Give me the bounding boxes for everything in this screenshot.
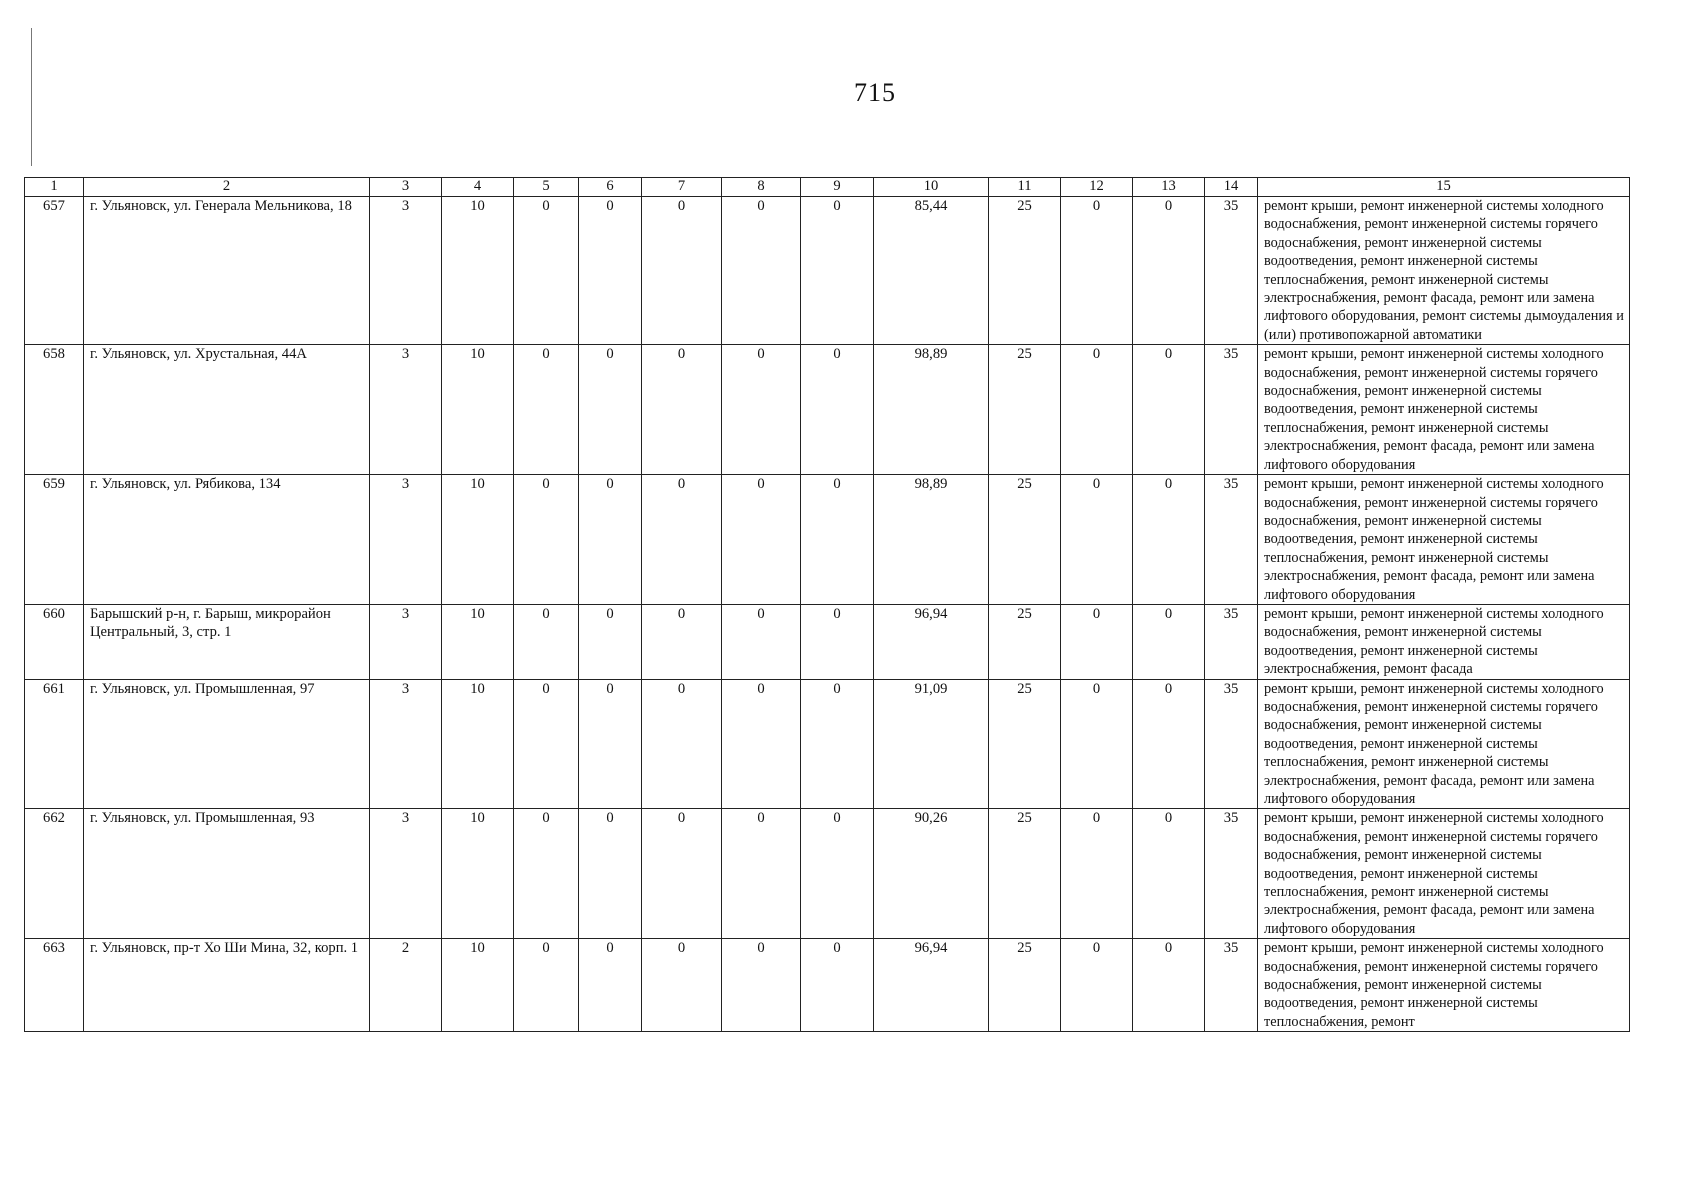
value-cell: 0 xyxy=(722,809,801,939)
table-row xyxy=(25,475,1630,605)
value-cell: 0 xyxy=(514,939,579,1032)
column-header: 14 xyxy=(1205,178,1258,197)
value-cell: 0 xyxy=(1133,679,1205,809)
value-cell: 0 xyxy=(801,939,874,1032)
value-cell: 0 xyxy=(642,345,722,475)
value-cell: 35 xyxy=(1205,604,1258,679)
value-cell: 0 xyxy=(801,197,874,345)
value-cell: 0 xyxy=(801,604,874,679)
value-cell: 35 xyxy=(1205,809,1258,939)
value-cell: 0 xyxy=(1133,345,1205,475)
value-cell: 0 xyxy=(579,939,642,1032)
value-cell: 0 xyxy=(722,939,801,1032)
value-cell: 0 xyxy=(579,604,642,679)
value-cell: 35 xyxy=(1205,679,1258,809)
address-cell: г. Ульяновск, ул. Промышленная, 97 xyxy=(84,679,370,809)
value-cell: 0 xyxy=(722,197,801,345)
value-cell: 0 xyxy=(1061,679,1133,809)
value-cell: 3 xyxy=(370,197,442,345)
value-cell: 98,89 xyxy=(874,345,989,475)
address-cell: Барышский р-н, г. Барыш, микрорайон Центральный, 3, стр. 1 xyxy=(84,604,370,679)
column-header: 3 xyxy=(370,178,442,197)
row-number-cell: 660 xyxy=(25,604,84,679)
value-cell: 0 xyxy=(642,809,722,939)
value-cell: 0 xyxy=(1061,939,1133,1032)
value-cell: 0 xyxy=(801,679,874,809)
column-header: 7 xyxy=(642,178,722,197)
value-cell: 25 xyxy=(989,345,1061,475)
value-cell: 0 xyxy=(722,604,801,679)
value-cell: 10 xyxy=(442,679,514,809)
address-cell: г. Ульяновск, пр-т Хо Ши Мина, 32, корп. 1 xyxy=(84,939,370,1032)
column-header: 10 xyxy=(874,178,989,197)
value-cell: 10 xyxy=(442,939,514,1032)
work-types-cell: ремонт крыши, ремонт инженерной системы холодного водоснабжения, ремонт инженерной системы горячего водоснабжения, ремонт инженерной системы водоотведения, ремонт инженерной системы теплоснабжения, ремонт xyxy=(1258,939,1630,1032)
value-cell: 0 xyxy=(722,679,801,809)
value-cell: 25 xyxy=(989,604,1061,679)
value-cell: 0 xyxy=(642,475,722,605)
value-cell: 0 xyxy=(801,475,874,605)
table-row xyxy=(25,345,1630,475)
table-row xyxy=(25,197,1630,345)
work-types-cell: ремонт крыши, ремонт инженерной системы холодного водоснабжения, ремонт инженерной системы горячего водоснабжения, ремонт инженерной системы водоотведения, ремонт инженерной системы теплоснабжения, ремонт инженерной системы электроснабжения, ремонт фасада, ремонт или замена лифтового оборудования xyxy=(1258,809,1630,939)
value-cell: 0 xyxy=(1133,604,1205,679)
value-cell: 3 xyxy=(370,345,442,475)
value-cell: 0 xyxy=(722,475,801,605)
page-number: 715 xyxy=(854,78,896,107)
value-cell: 35 xyxy=(1205,197,1258,345)
table-row xyxy=(25,604,1630,679)
value-cell: 0 xyxy=(642,197,722,345)
row-number-cell: 663 xyxy=(25,939,84,1032)
work-types-cell: ремонт крыши, ремонт инженерной системы холодного водоснабжения, ремонт инженерной системы водоотведения, ремонт инженерной системы электроснабжения, ремонт фасада xyxy=(1258,604,1630,679)
header-row xyxy=(25,178,1630,197)
value-cell: 35 xyxy=(1205,475,1258,605)
row-number-cell: 662 xyxy=(25,809,84,939)
work-types-cell: ремонт крыши, ремонт инженерной системы холодного водоснабжения, ремонт инженерной системы горячего водоснабжения, ремонт инженерной системы водоотведения, ремонт инженерной системы теплоснабжения, ремонт инженерной системы электроснабжения, ремонт фасада, ремонт или замена лифтового оборудования xyxy=(1258,679,1630,809)
row-number-cell: 661 xyxy=(25,679,84,809)
value-cell: 98,89 xyxy=(874,475,989,605)
value-cell: 0 xyxy=(1061,475,1133,605)
value-cell: 0 xyxy=(722,345,801,475)
value-cell: 35 xyxy=(1205,345,1258,475)
value-cell: 25 xyxy=(989,475,1061,605)
value-cell: 96,94 xyxy=(874,604,989,679)
column-header: 13 xyxy=(1133,178,1205,197)
value-cell: 96,94 xyxy=(874,939,989,1032)
value-cell: 0 xyxy=(514,475,579,605)
value-cell: 91,09 xyxy=(874,679,989,809)
address-cell: г. Ульяновск, ул. Рябикова, 134 xyxy=(84,475,370,605)
column-header: 1 xyxy=(25,178,84,197)
work-types-cell: ремонт крыши, ремонт инженерной системы холодного водоснабжения, ремонт инженерной системы горячего водоснабжения, ремонт инженерной системы водоотведения, ремонт инженерной системы теплоснабжения, ремонт инженерной системы электроснабжения, ремонт фасада, ремонт или замена лифтового оборудования xyxy=(1258,345,1630,475)
value-cell: 0 xyxy=(579,345,642,475)
column-header: 12 xyxy=(1061,178,1133,197)
value-cell: 85,44 xyxy=(874,197,989,345)
value-cell: 25 xyxy=(989,197,1061,345)
column-header: 9 xyxy=(801,178,874,197)
value-cell: 3 xyxy=(370,679,442,809)
value-cell: 25 xyxy=(989,809,1061,939)
row-number-cell: 659 xyxy=(25,475,84,605)
table-row xyxy=(25,679,1630,809)
value-cell: 0 xyxy=(514,345,579,475)
column-header: 6 xyxy=(579,178,642,197)
value-cell: 0 xyxy=(1061,809,1133,939)
value-cell: 0 xyxy=(642,679,722,809)
value-cell: 0 xyxy=(514,679,579,809)
value-cell: 3 xyxy=(370,604,442,679)
value-cell: 10 xyxy=(442,604,514,679)
value-cell: 10 xyxy=(442,475,514,605)
value-cell: 0 xyxy=(514,604,579,679)
value-cell: 0 xyxy=(514,809,579,939)
value-cell: 0 xyxy=(1133,475,1205,605)
column-header: 8 xyxy=(722,178,801,197)
value-cell: 35 xyxy=(1205,939,1258,1032)
work-types-cell: ремонт крыши, ремонт инженерной системы холодного водоснабжения, ремонт инженерной системы горячего водоснабжения, ремонт инженерной системы водоотведения, ремонт инженерной системы теплоснабжения, ремонт инженерной системы электроснабжения, ремонт фасада, ремонт или замена лифтового оборудования, ремонт системы дымоудаления и (или) противопожарной автоматики xyxy=(1258,197,1630,345)
row-number-cell: 658 xyxy=(25,345,84,475)
row-number-cell: 657 xyxy=(25,197,84,345)
value-cell: 0 xyxy=(579,197,642,345)
value-cell: 0 xyxy=(579,809,642,939)
repair-table xyxy=(24,177,1630,1032)
value-cell: 0 xyxy=(579,679,642,809)
value-cell: 10 xyxy=(442,345,514,475)
address-cell: г. Ульяновск, ул. Промышленная, 93 xyxy=(84,809,370,939)
value-cell: 0 xyxy=(801,809,874,939)
table-row xyxy=(25,809,1630,939)
value-cell: 10 xyxy=(442,809,514,939)
value-cell: 3 xyxy=(370,475,442,605)
value-cell: 0 xyxy=(1061,345,1133,475)
value-cell: 25 xyxy=(989,939,1061,1032)
column-header: 4 xyxy=(442,178,514,197)
value-cell: 0 xyxy=(579,475,642,605)
work-types-cell: ремонт крыши, ремонт инженерной системы холодного водоснабжения, ремонт инженерной системы горячего водоснабжения, ремонт инженерной системы водоотведения, ремонт инженерной системы теплоснабжения, ремонт инженерной системы электроснабжения, ремонт фасада, ремонт или замена лифтового оборудования xyxy=(1258,475,1630,605)
address-cell: г. Ульяновск, ул. Генерала Мельникова, 18 xyxy=(84,197,370,345)
value-cell: 2 xyxy=(370,939,442,1032)
value-cell: 0 xyxy=(1061,197,1133,345)
value-cell: 25 xyxy=(989,679,1061,809)
value-cell: 0 xyxy=(1061,604,1133,679)
value-cell: 0 xyxy=(1133,939,1205,1032)
table-row xyxy=(25,939,1630,1032)
column-header: 5 xyxy=(514,178,579,197)
value-cell: 3 xyxy=(370,809,442,939)
value-cell: 0 xyxy=(514,197,579,345)
value-cell: 0 xyxy=(642,604,722,679)
value-cell: 90,26 xyxy=(874,809,989,939)
value-cell: 0 xyxy=(801,345,874,475)
column-header: 11 xyxy=(989,178,1061,197)
value-cell: 0 xyxy=(1133,197,1205,345)
column-header: 2 xyxy=(84,178,370,197)
address-cell: г. Ульяновск, ул. Хрустальная, 44А xyxy=(84,345,370,475)
value-cell: 0 xyxy=(1133,809,1205,939)
value-cell: 0 xyxy=(642,939,722,1032)
column-header: 15 xyxy=(1258,178,1630,197)
value-cell: 10 xyxy=(442,197,514,345)
